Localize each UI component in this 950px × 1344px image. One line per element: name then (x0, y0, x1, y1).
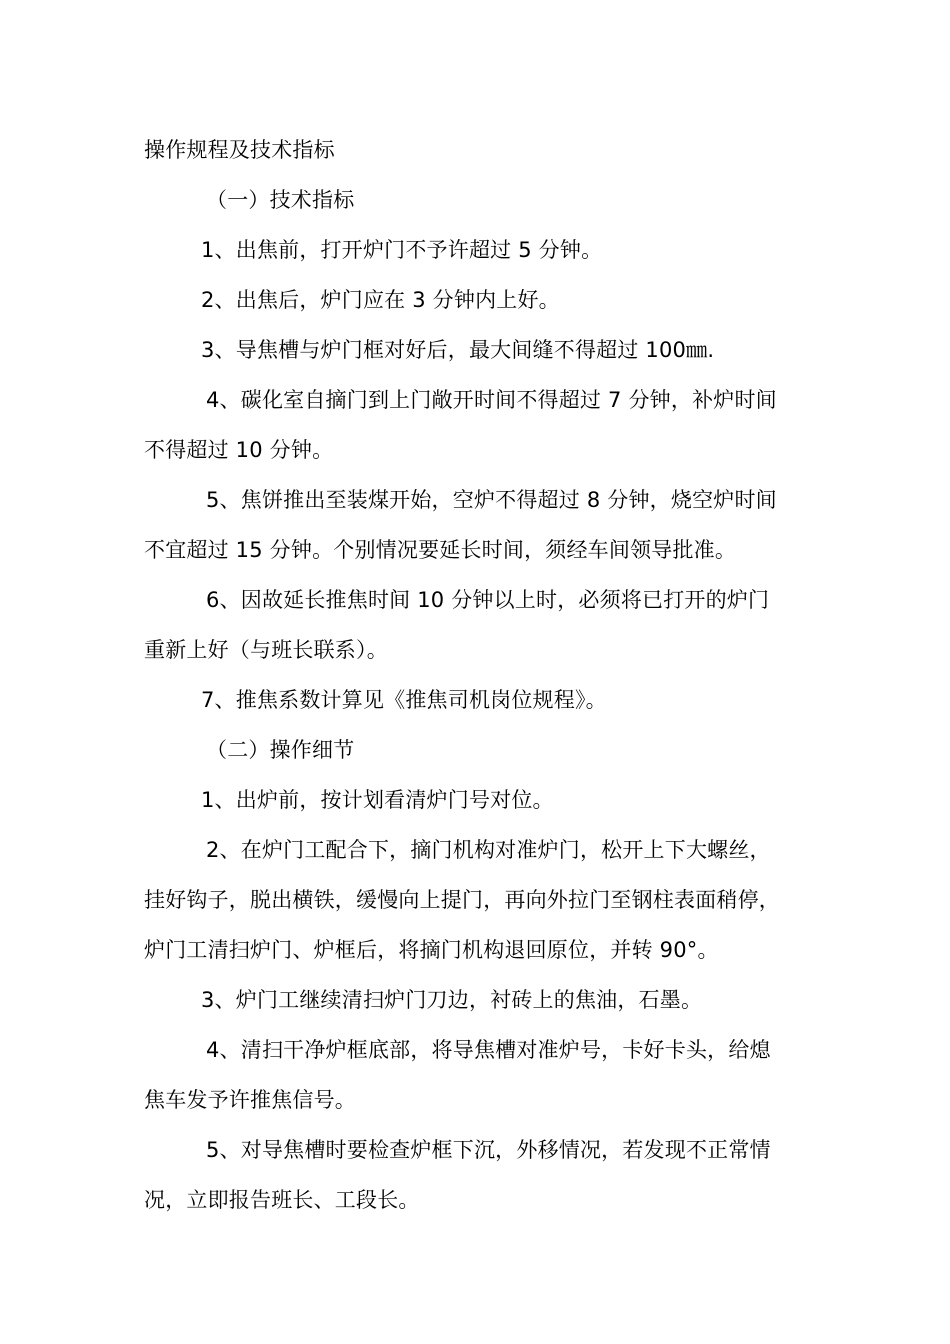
tech-item-6-line-1: 6、因故延长推焦时间 10 分钟以上时，必须将已打开的炉门 (206, 588, 770, 612)
document-title: 操作规程及技术指标 (144, 138, 335, 162)
tech-item-1: 1、出焦前，打开炉门不予许超过 5 分钟。 (201, 238, 603, 262)
tech-item-4-line-1: 4、碳化室自摘门到上门敞开时间不得超过 7 分钟，补炉时间 (206, 388, 777, 412)
op-item-4-line-1: 4、清扫干净炉框底部，将导焦槽对准炉号，卡好卡头，给熄 (206, 1038, 771, 1062)
op-item-5-line-2: 况，立即报告班长、工段长。 (144, 1188, 420, 1212)
op-item-2-line-1: 2、在炉门工配合下，摘门机构对准炉门，松开上下大螺丝， (206, 838, 771, 862)
tech-item-2: 2、出焦后，炉门应在 3 分钟内上好。 (201, 288, 560, 312)
op-item-2-line-3: 炉门工清扫炉门、炉框后，将摘门机构退回原位，并转 90°。 (144, 938, 719, 962)
section-heading-operation-details: （二）操作细节 (206, 738, 355, 762)
op-item-3: 3、炉门工继续清扫炉门刀边，衬砖上的焦油，石墨。 (201, 988, 703, 1012)
op-item-1: 1、出炉前，按计划看清炉门号对位。 (201, 788, 554, 812)
tech-item-6-line-2: 重新上好（与班长联系）。 (144, 638, 388, 662)
tech-item-3: 3、导焦槽与炉门框对好后，最大间缝不得超过 100㎜. (201, 338, 715, 362)
tech-item-5-line-2: 不宜超过 15 分钟。个别情况要延长时间，须经车间领导批准。 (144, 538, 737, 562)
tech-item-7: 7、推焦系数计算见《推焦司机岗位规程》。 (201, 688, 607, 712)
tech-item-5-line-1: 5、焦饼推出至装煤开始，空炉不得超过 8 分钟，烧空炉时间 (206, 488, 777, 512)
section-heading-technical-indicators: （一）技术指标 (206, 188, 355, 212)
tech-item-4-line-2: 不得超过 10 分钟。 (144, 438, 334, 462)
op-item-2-line-2: 挂好钩子，脱出横铁，缓慢向上提门，再向外拉门至钢柱表面稍停， (144, 888, 780, 912)
op-item-4-line-2: 焦车发予许推焦信号。 (144, 1088, 356, 1112)
op-item-5-line-1: 5、对导焦槽时要检查炉框下沉，外移情况，若发现不正常情 (206, 1138, 771, 1162)
